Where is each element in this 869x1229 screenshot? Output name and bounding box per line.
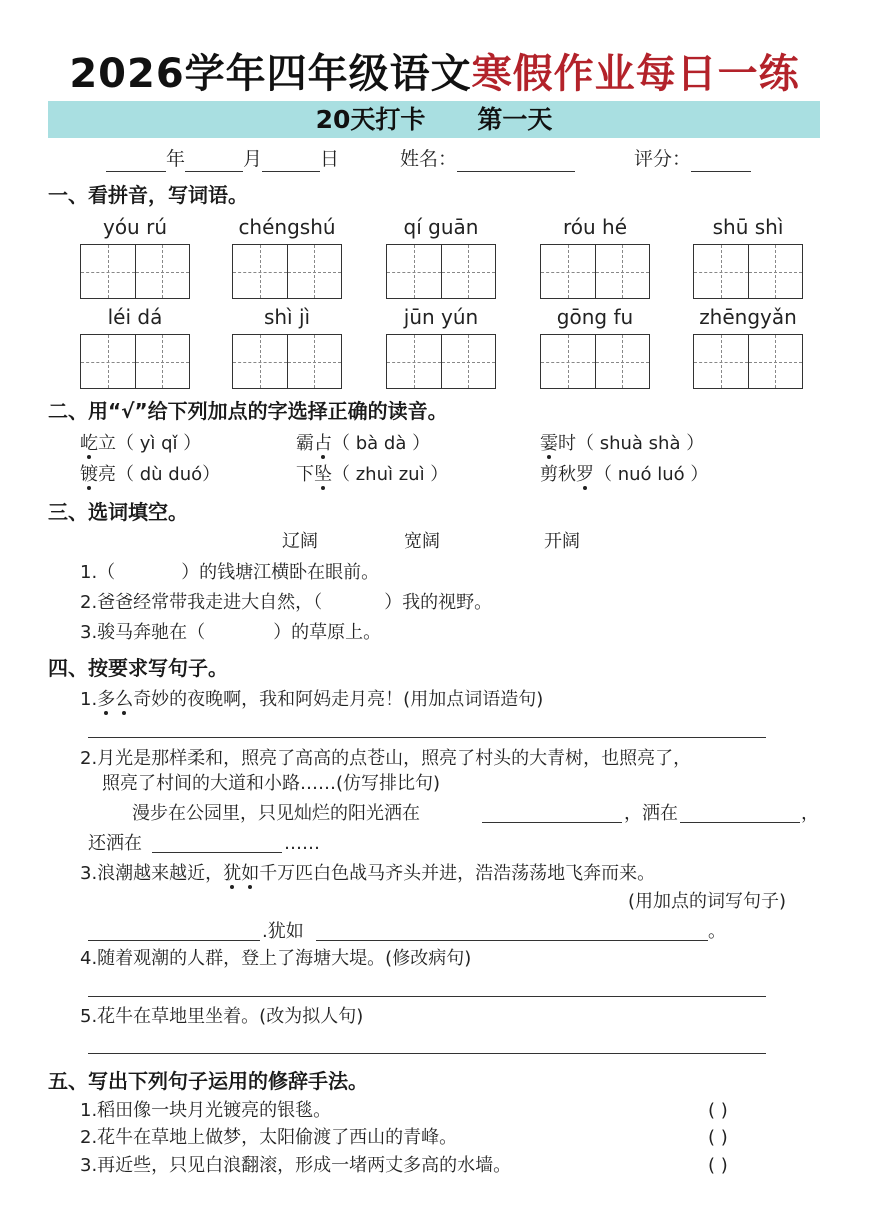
sentence-q2-comma: ，	[801, 803, 819, 824]
sentence-q1: 1.多么奇妙的夜晚啊，我和阿妈走月亮！(用加点词语造句)	[80, 689, 544, 710]
banner-checkin: 20天打卡	[315, 105, 426, 134]
reading-item-2: 霸占（ bà dà ）	[296, 433, 431, 454]
tianzige-cell[interactable]	[541, 245, 596, 298]
title-subject: 寒假作业每日一练	[471, 51, 800, 97]
tianzige-cell[interactable]	[442, 245, 496, 298]
pinyin-label: zhēngyǎn	[699, 305, 797, 329]
tianzige-cell[interactable]	[387, 335, 442, 388]
reading-item-3: 霎时（ shuà shà ）	[540, 433, 705, 454]
tianzige-cell[interactable]	[387, 245, 442, 298]
tianzige-cell[interactable]	[749, 335, 803, 388]
tianzige-cell[interactable]	[596, 335, 650, 388]
score-blank[interactable]	[691, 151, 751, 172]
section-4-heading: 四、按要求写句子。	[48, 656, 228, 680]
answer-blank-q2-3[interactable]	[152, 852, 282, 853]
sentence-q3-youru: .犹如	[262, 921, 304, 942]
tianzige-cell[interactable]	[136, 245, 190, 298]
tianzige-cell[interactable]	[749, 245, 803, 298]
tianzige-cell[interactable]	[233, 335, 288, 388]
tianzige-box[interactable]	[693, 244, 803, 299]
pinyin-label: shū shì	[712, 215, 784, 239]
tianzige-cell[interactable]	[694, 245, 749, 298]
score-field	[634, 146, 751, 172]
tianzige-cell[interactable]	[288, 245, 342, 298]
rhetoric-item-3: 3.再近些，只见白浪翻滚，形成一堵两丈多高的水墙。	[80, 1155, 512, 1176]
fill-item-2: 2.爸爸经常带我走进大自然，（ ）我的视野。	[80, 592, 493, 613]
tianzige-box[interactable]	[540, 244, 650, 299]
answer-blank-q3-1[interactable]	[88, 940, 260, 941]
day-label: 日	[320, 148, 340, 170]
pinyin-label: léi dá	[107, 305, 163, 329]
tianzige-cell[interactable]	[288, 335, 342, 388]
tianzige-box[interactable]	[386, 244, 496, 299]
word-choice-2: 宽阔	[404, 531, 440, 552]
banner-day: 第一天	[477, 105, 553, 134]
answer-line-q4[interactable]	[88, 996, 766, 997]
tianzige-cell[interactable]	[233, 245, 288, 298]
tianzige-cell[interactable]	[541, 335, 596, 388]
sentence-q3-note: (用加点的词写句子)	[628, 891, 787, 912]
score-label: 评分：	[634, 148, 692, 170]
tianzige-cell[interactable]	[596, 245, 650, 298]
section-1-heading: 一、看拼音，写词语。	[48, 183, 248, 207]
reading-item-4: 镀亮（ dù duó）	[80, 464, 221, 485]
section-2-heading: 二、用“√”给下列加点的字选择正确的读音。	[48, 399, 448, 423]
sentence-q2-sep: ，洒在	[624, 803, 678, 824]
tianzige-box[interactable]	[693, 334, 803, 389]
fill-item-3: 3.骏马奔驰在（ ）的草原上。	[80, 622, 382, 643]
tianzige-box[interactable]	[80, 334, 190, 389]
answer-line-q1[interactable]	[88, 737, 766, 738]
sentence-q2-ellipsis: ……	[284, 833, 320, 854]
month-blank[interactable]	[185, 151, 243, 172]
tianzige-box[interactable]	[386, 334, 496, 389]
rhetoric-item-1: 1.稻田像一块月光镀亮的银毯。	[80, 1100, 332, 1121]
date-fields	[106, 146, 339, 172]
rhetoric-answer-2[interactable]: ( )	[708, 1127, 728, 1148]
word-choice-1: 辽阔	[282, 531, 318, 552]
tianzige-box[interactable]	[232, 334, 342, 389]
year-blank[interactable]	[106, 151, 166, 172]
answer-blank-q2-1[interactable]	[482, 822, 622, 823]
day-blank[interactable]	[262, 151, 320, 172]
tianzige-cell[interactable]	[81, 245, 136, 298]
rhetoric-answer-1[interactable]: ( )	[708, 1100, 728, 1121]
word-choice-3: 开阔	[544, 531, 580, 552]
day-banner	[48, 101, 820, 138]
pinyin-label: qí guān	[403, 215, 479, 239]
sentence-q5: 5.花牛在草地里坐着。(改为拟人句)	[80, 1006, 364, 1027]
month-label: 月	[243, 148, 263, 170]
pinyin-label: róu hé	[562, 215, 628, 239]
sentence-q4: 4.随着观潮的人群，登上了海塘大堤。(修改病句)	[80, 948, 472, 969]
reading-item-1: 屹立（ yì qǐ ）	[80, 433, 202, 454]
title-year: 2026	[69, 51, 185, 97]
rhetoric-answer-3[interactable]: ( )	[708, 1155, 728, 1176]
sentence-q2-prompt: 漫步在公园里，只见灿烂的阳光洒在	[132, 803, 420, 824]
reading-item-6: 剪秋罗（ nuó luó ）	[540, 464, 709, 485]
tianzige-cell[interactable]	[442, 335, 496, 388]
sentence-q2-cont: 还洒在	[88, 833, 142, 854]
tianzige-cell[interactable]	[136, 335, 190, 388]
name-field	[400, 146, 575, 172]
title-grade: 学年四年级语文	[184, 51, 472, 97]
section-3-heading: 三、选词填空。	[48, 500, 188, 524]
name-label: 姓名：	[400, 148, 458, 170]
pinyin-label: shì jì	[263, 305, 311, 329]
fill-item-1: 1.（ ）的钱塘江横卧在眼前。	[80, 562, 380, 583]
tianzige-box[interactable]	[232, 244, 342, 299]
tianzige-box[interactable]	[540, 334, 650, 389]
page-title	[0, 48, 869, 100]
pinyin-label: jūn yún	[403, 305, 479, 329]
answer-blank-q3-2[interactable]	[316, 940, 708, 941]
pinyin-label: gōng fu	[556, 305, 634, 329]
tianzige-cell[interactable]	[81, 335, 136, 388]
sentence-q3-period: 。	[708, 921, 726, 942]
sentence-q2-line2: 照亮了村间的大道和小路……(仿写排比句)	[102, 773, 441, 794]
pinyin-label: yóu rú	[102, 215, 167, 239]
reading-word: 屹	[80, 433, 98, 454]
tianzige-cell[interactable]	[694, 335, 749, 388]
tianzige-box[interactable]	[80, 244, 190, 299]
answer-blank-q2-2[interactable]	[680, 822, 800, 823]
sentence-q2-line1: 2.月光是那样柔和，照亮了高高的点苍山，照亮了村头的大青树，也照亮了，	[80, 748, 692, 769]
section-5-heading: 五、写出下列句子运用的修辞手法。	[48, 1069, 368, 1093]
year-label: 年	[166, 148, 186, 170]
answer-line-q5[interactable]	[88, 1053, 766, 1054]
pinyin-label: chéngshú	[238, 215, 336, 239]
name-blank[interactable]	[457, 151, 575, 172]
sentence-q3: 3.浪潮越来越近，犹如千万匹白色战马齐头并进，浩浩荡荡地飞奔而来。	[80, 863, 656, 884]
reading-item-5: 下坠（ zhuì zuì ）	[296, 464, 449, 485]
rhetoric-item-2: 2.花牛在草地上做梦，太阳偷渡了西山的青峰。	[80, 1127, 458, 1148]
